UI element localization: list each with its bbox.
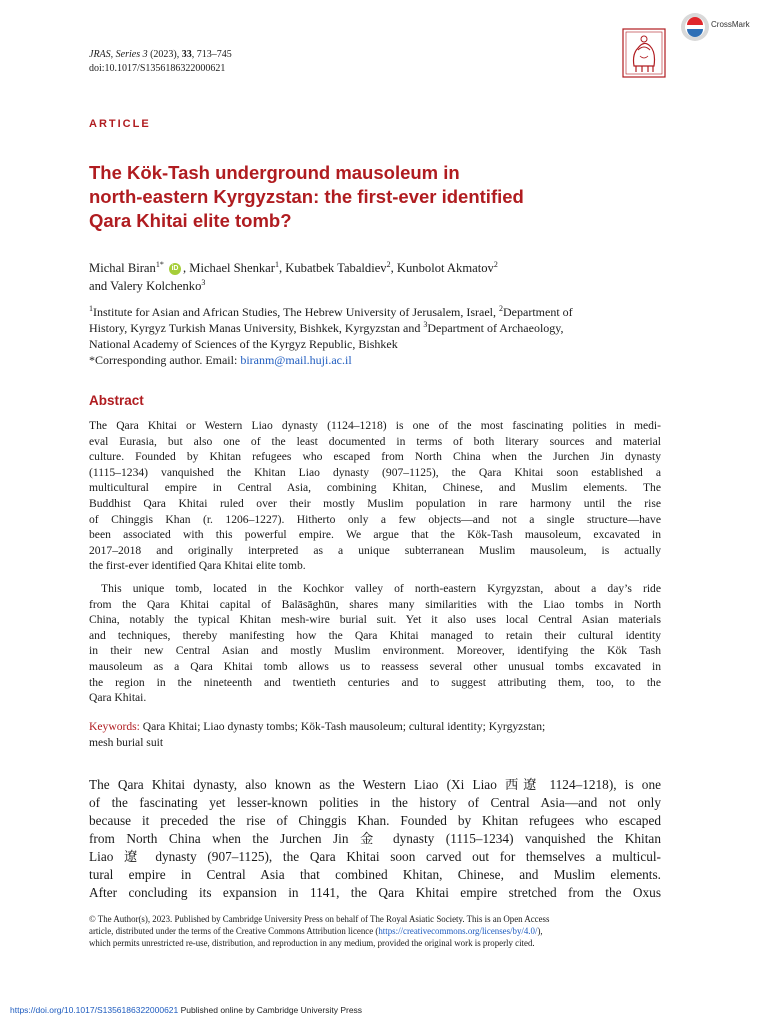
- article-title: [89, 161, 649, 233]
- author-name[interactable]: , Michael Shenkar: [182, 261, 275, 275]
- body-line: because it preceded the rise of Chinggis Khan. Founded by Khitan refugees who escaped: [89, 813, 661, 828]
- license-notice: [89, 913, 664, 949]
- author-affiliation-marker: 3: [201, 277, 206, 287]
- text-line: from the Qara Khitai capital of Balāsāghūn, shares many similarities with the Liao tombs in North: [89, 597, 661, 611]
- text-line: in their new Central Asian and mostly Muslim environment. Moreover, identifying the Kök Tash: [89, 644, 661, 658]
- affiliations: [89, 304, 669, 368]
- corresponding-label: *Corresponding author. Email:: [89, 353, 241, 367]
- affiliation-marker: 2: [499, 304, 504, 313]
- author-name[interactable]: , Kunbolot Akmatov: [390, 261, 494, 275]
- abstract-paragraph-1: [89, 418, 661, 574]
- page-footer: [10, 1005, 362, 1015]
- author-line: [89, 259, 669, 277]
- author-affiliation-marker: 1: [274, 259, 279, 269]
- text-line: multicultural empire in Central Asia, combining Khitan, Chinese, and Muslim elements. The: [89, 481, 661, 495]
- body-paragraph: [89, 776, 661, 902]
- affiliation-text: Institute for Asian and African Studies, The Hebrew University of Jerusalem, Israel,: [93, 305, 500, 319]
- affiliation-line: [89, 304, 669, 320]
- crossmark-icon[interactable]: [680, 12, 710, 42]
- text-line: culture. Founded by Khitan refugees who escaped from North China when the Jurchen Jin dynasty: [89, 450, 661, 464]
- author-line: [89, 277, 669, 295]
- affiliation-line: National Academy of Sciences of the Kyrgyz Republic, Bishkek: [89, 337, 398, 351]
- body-line: Liao 遼 dynasty (907–1125), the Qara Khitai soon carved out for themselves a multicul-: [89, 849, 661, 864]
- article-type-label: ARTICLE: [89, 118, 151, 130]
- author-affiliation-marker: 1*: [155, 259, 164, 269]
- license-line: © The Author(s), 2023. Published by Cambridge University Press on behalf of The Royal Asiatic Society. This is an Open Access: [89, 914, 550, 924]
- abstract-paragraph-2: [89, 581, 661, 706]
- published-online-text: Published online by Cambridge University Press: [178, 1005, 363, 1015]
- text-line: The Qara Khitai or Western Liao dynasty (1124–1218) is one of the most fascinating polities in medi-: [89, 419, 661, 432]
- email-link[interactable]: biranm@mail.huji.ac.il: [240, 353, 352, 367]
- keywords-text: Qara Khitai; Liao dynasty tombs; Kök-Tash mausoleum; cultural identity; Kyrgyzstan;: [139, 720, 546, 733]
- text-line: Buddhist Qara Khitai ruled over their mostly Muslim population in rare harmony until the rise: [89, 496, 661, 510]
- text-line: 2017–2018 and originally interpreted as a unique subterranean Muslim mausoleum, is actually: [89, 543, 661, 557]
- affiliation-text: History, Kyrgyz Turkish Manas University, Bishkek, Kyrgyzstan and: [89, 321, 424, 335]
- body-line: After concluding its expansion in 1141, the Qara Khitai empire stretched from the Oxus: [89, 885, 661, 900]
- license-text: ),: [537, 926, 543, 936]
- text-line: the region in the nineteenth and twentieth centuries and to suggest attributing them, too, to the: [89, 675, 661, 689]
- title-line: The Kök-Tash underground mausoleum in: [89, 162, 460, 183]
- author-name[interactable]: and Valery Kolchenko: [89, 279, 202, 293]
- text-line: been associated with this powerful empire. We argue that the Kök-Tash mausoleum, excavated in: [89, 528, 661, 542]
- journal-volume: 33: [181, 49, 192, 60]
- journal-pages: , 713–745: [191, 49, 232, 60]
- keywords: [89, 719, 661, 750]
- orcid-icon[interactable]: iD: [169, 263, 181, 275]
- journal-doi: doi:10.1017/S1356186322000621: [89, 63, 226, 74]
- text-line: of Chinggis Khan (r. 1206–1227). Hitherto only a few objects—and not a single structure—have: [89, 512, 661, 526]
- text-line: mausoleum as a Qara Khitai tomb allows us to reassess several other unusual tombs excavated in: [89, 659, 661, 673]
- license-link[interactable]: https://creativecommons.org/licenses/by/4.0/: [378, 926, 538, 936]
- author-affiliation-marker: 2: [386, 259, 391, 269]
- journal-citation: [89, 48, 232, 62]
- license-line: [89, 925, 664, 937]
- author-name[interactable]: , Kubatbek Tabaldiev: [278, 261, 387, 275]
- journal-series: JRAS, Series 3: [89, 49, 148, 60]
- affiliation-line: [89, 320, 669, 336]
- body-line: tural empire in Central Asia that combined Khitan, Chinese, and Muslim elements.: [89, 867, 661, 882]
- text-line: eval Eurasia, but also one of the least documented in terms of both literary sources and material: [89, 434, 661, 448]
- text-line: (1115–1234) vanquished the Khitan Liao dynasty (907–1125), the Qara Khitai soon established a: [89, 465, 661, 479]
- text-line: This unique tomb, located in the Kochkor valley of north-eastern Kyrgyzstan, about a day’s ride: [101, 582, 661, 595]
- affiliation-marker: 3: [423, 320, 428, 329]
- title-line: Qara Khitai elite tomb?: [89, 210, 292, 231]
- doi-link[interactable]: https://doi.org/10.1017/S1356186322000621: [10, 1005, 179, 1015]
- affiliation-text: Department of: [503, 305, 573, 319]
- author-name[interactable]: Michal Biran: [89, 261, 156, 275]
- keywords-label: Keywords:: [89, 720, 140, 733]
- body-line: of the fascinating yet lesser-known polities in the history of Central Asia—and not only: [89, 795, 661, 810]
- text-line: the first-ever identified Qara Khitai elite tomb.: [89, 559, 306, 573]
- affiliation-text: Department of Archaeology,: [427, 321, 564, 335]
- journal-year: (2023),: [147, 49, 182, 60]
- keywords-line: [89, 719, 661, 735]
- body-line: from North China when the Jurchen Jin 金 dynasty (1115–1234) vanquished the Khitan: [89, 831, 661, 846]
- royal-asiatic-society-logo: [622, 28, 666, 78]
- license-line: which permits unrestricted re-use, distribution, and reproduction in any medium, provided the original work is properly cited.: [89, 938, 535, 948]
- text-line: and techniques, thereby manifesting how the Qara Khitai managed to retain their cultural identity: [89, 628, 661, 642]
- corresponding-author: [89, 352, 669, 368]
- keywords-line: mesh burial suit: [89, 735, 164, 749]
- abstract-heading: Abstract: [89, 393, 144, 408]
- journal-reference: [89, 48, 232, 76]
- crossmark-label[interactable]: CrossMark: [711, 20, 750, 29]
- body-line: The Qara Khitai dynasty, also known as the Western Liao (Xi Liao 西遼 1124–1218), is one: [89, 777, 661, 792]
- title-line: north-eastern Kyrgyzstan: the first-ever identified: [89, 186, 524, 207]
- text-line: China, notably the typical Khitan mesh-wire burial suit. Yet it also uses local Central Asian materials: [89, 613, 661, 627]
- author-list: [89, 259, 669, 295]
- text-line: Qara Khitai.: [89, 691, 147, 705]
- author-affiliation-marker: 2: [493, 259, 498, 269]
- license-text: article, distributed under the terms of the Creative Commons Attribution licence (: [89, 926, 379, 936]
- affiliation-marker: 1: [89, 304, 93, 313]
